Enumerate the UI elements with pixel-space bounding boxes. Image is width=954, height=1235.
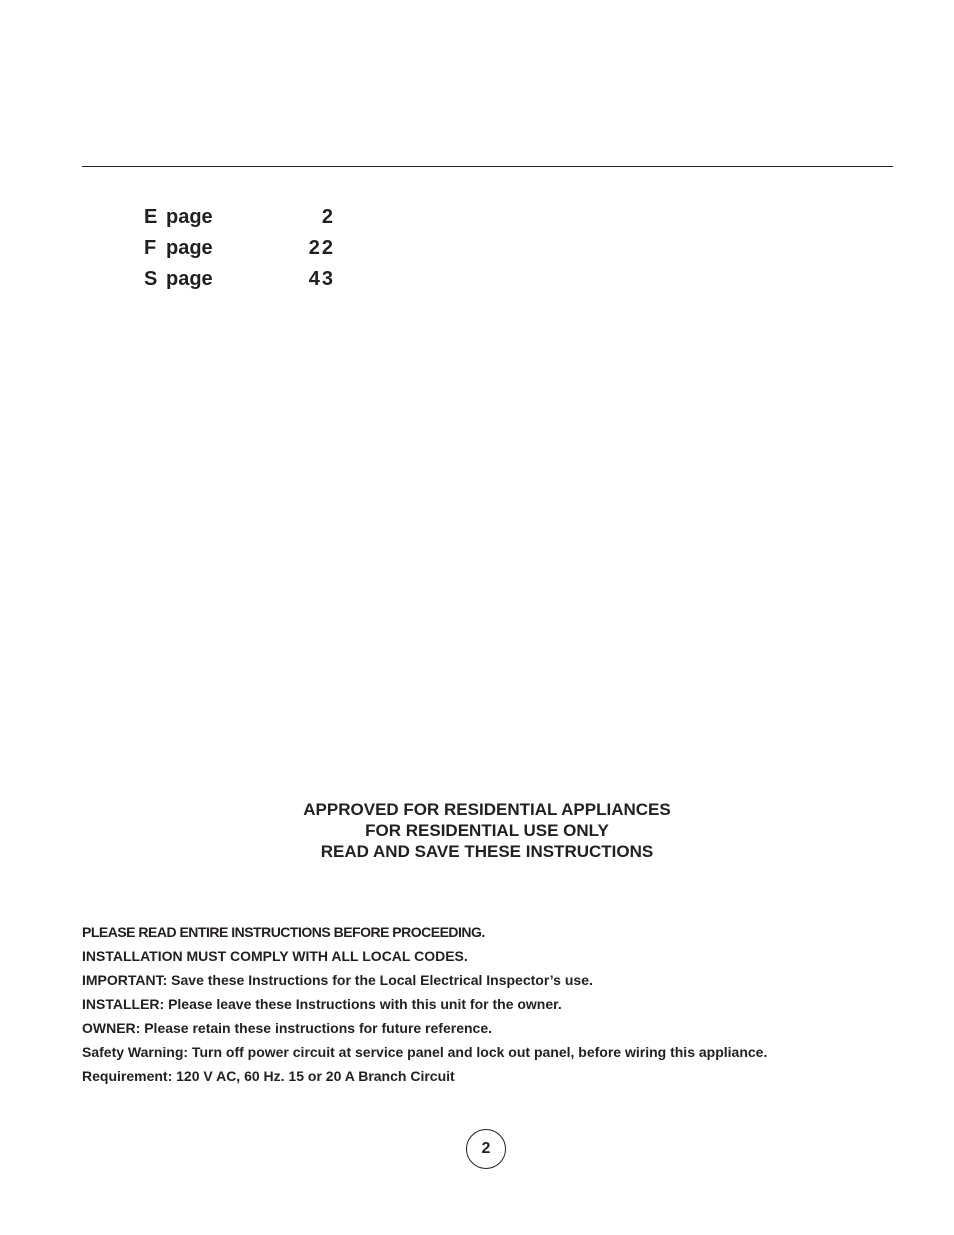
language-index-row-english[interactable] — [144, 203, 344, 234]
approval-line: READ AND SAVE THESE INSTRUCTIONS — [320, 842, 654, 861]
page-number: 2 — [481, 1140, 491, 1157]
language-letter: F — [144, 237, 157, 259]
approval-line: APPROVED FOR RESIDENTIAL APPLIANCES — [303, 800, 671, 819]
page-word: page — [166, 237, 213, 259]
note-line: INSTALLER: Please leave these Instructions with this unit for the owner. — [82, 996, 562, 1012]
language-letter: E — [144, 206, 158, 228]
page-reference: 22 — [308, 237, 335, 259]
language-letter: S — [144, 268, 158, 290]
note-line: OWNER: Please retain these instructions for future reference. — [82, 1020, 492, 1036]
note-line: Safety Warning: Turn off power circuit at service panel and lock out panel, before wiring this appliance. — [82, 1044, 768, 1060]
language-index — [144, 203, 344, 296]
page-word: page — [166, 268, 213, 290]
page-word: page — [166, 206, 213, 228]
language-index-row-french[interactable] — [144, 234, 344, 265]
language-index-row-spanish[interactable] — [144, 265, 344, 296]
page-reference: 43 — [308, 268, 335, 290]
page-reference: 2 — [321, 206, 335, 228]
note-line: PLEASE READ ENTIRE INSTRUCTIONS BEFORE PROCEEDING. — [82, 924, 485, 940]
page-number-badge — [466, 1129, 506, 1169]
approval-line: FOR RESIDENTIAL USE ONLY — [365, 821, 609, 840]
note-line: INSTALLATION MUST COMPLY WITH ALL LOCAL CODES. — [82, 948, 468, 964]
top-divider — [82, 166, 893, 167]
note-line: IMPORTANT: Save these Instructions for the Local Electrical Inspector’s use. — [82, 972, 593, 988]
note-line: Requirement: 120 V AC, 60 Hz. 15 or 20 A Branch Circuit — [82, 1068, 455, 1084]
installation-notes — [82, 922, 912, 1090]
approval-notice — [0, 799, 954, 862]
